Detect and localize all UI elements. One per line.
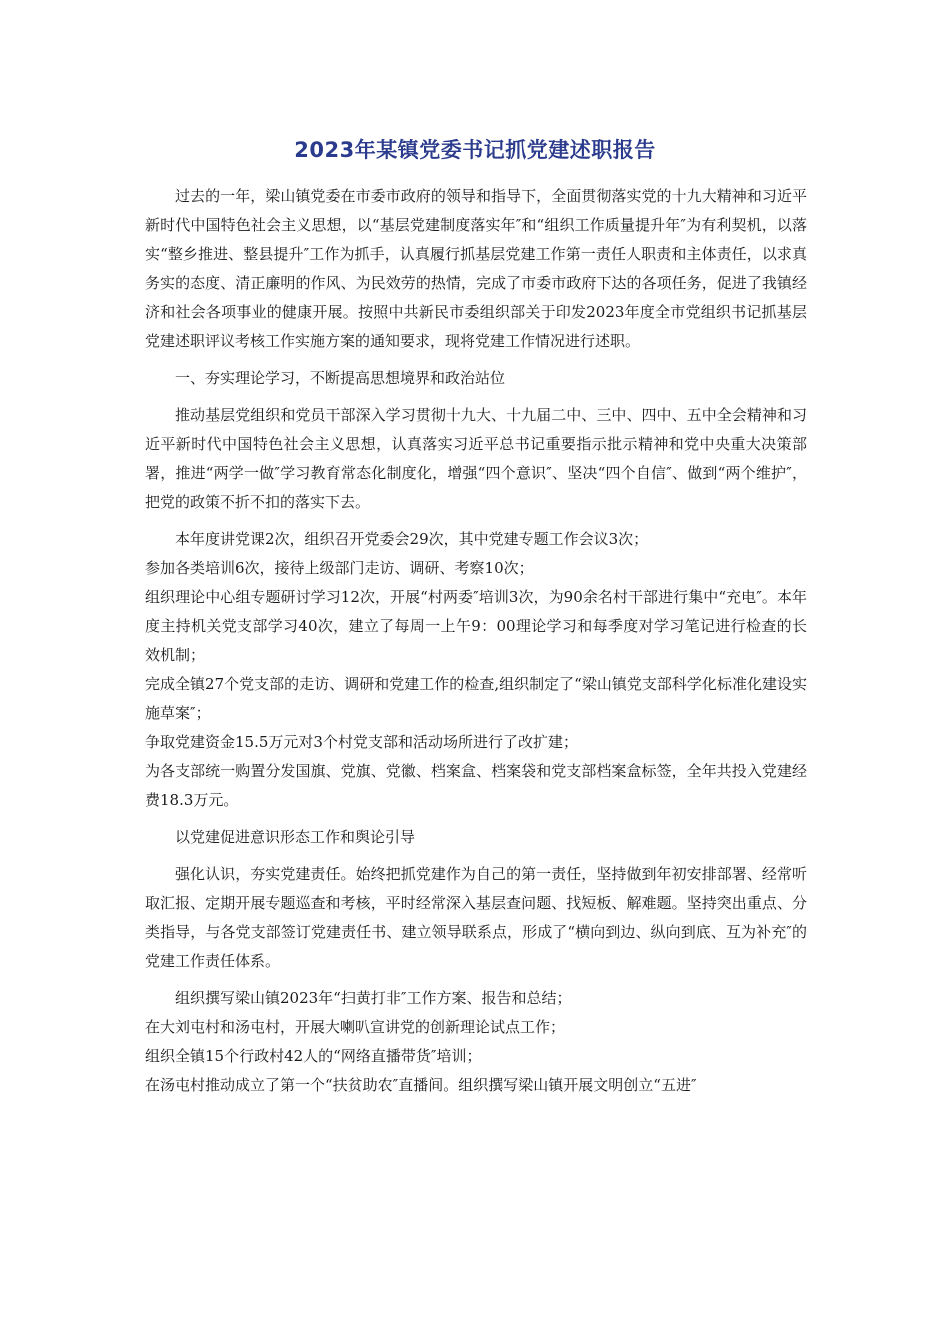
list-item: 组织理论中心组专题研讨学习12次，开展“村两委″培训3次，为90余名村干部进行集中“充电″。本年度主持机关党支部学习40次，建立了每周一上午9：00理论学习和每季度对学习笔记进行检查的长效机制；	[145, 588, 807, 664]
section-heading-2: 以党建促进意识形态工作和舆论引导	[175, 828, 416, 846]
list-item: 本年度讲党课2次，组织召开党委会29次，其中党建专题工作会议3次；	[175, 530, 649, 548]
list-item: 完成全镇27个党支部的走访、调研和党建工作的检查,组织制定了“梁山镇党支部科学化标准化建设实施草案″；	[145, 675, 807, 722]
section1-list	[145, 525, 807, 815]
list-item: 为各支部统一购置分发国旗、党旗、党徽、档案盒、档案袋和党支部档案盒标签，全年共投入党建经费18.3万元。	[145, 762, 807, 809]
section-heading-1: 一、夯实理论学习，不断提高思想境界和政治站位	[175, 369, 506, 387]
list-item: 组织撰写梁山镇2023年“扫黄打非″工作方案、报告和总结；	[175, 989, 572, 1007]
section2-list	[145, 984, 807, 1100]
list-item: 参加各类培训6次，接待上级部门走访、调研、考察10次；	[145, 559, 534, 577]
list-item: 组织全镇15个行政村42人的“网络直播带货″培训；	[145, 1047, 482, 1065]
intro-paragraph: 过去的一年，梁山镇党委在市委市政府的领导和指导下，全面贯彻落实党的十九大精神和习近平新时代中国特色社会主义思想，以“基层党建制度落实年″和“组织工作质量提升年″为有利契机，以落实“整乡推进、整县提升″工作为抓手，认真履行抓基层党建工作第一责任人职责和主体责任，以求真务实的态度、清正廉明的作风、为民效劳的热情，完成了市委市政府下达的各项任务，促进了我镇经济和社会各项事业的健康开展。按照中共新民市委组织部关于印发2023年度全市党组织书记抓基层党建述职评议考核工作实施方案的通知要求，现将党建工作情况进行述职。	[145, 187, 807, 350]
list-item: 在大刘屯村和汤屯村，开展大喇叭宣讲党的创新理论试点工作；	[145, 1018, 566, 1036]
list-item: 争取党建资金15.5万元对3个村党支部和活动场所进行了改扩建；	[145, 733, 578, 751]
document-title: 2023年某镇党委书记抓党建述职报告	[294, 138, 656, 162]
section2-paragraph: 强化认识，夯实党建责任。始终把抓党建作为自己的第一责任，坚持做到年初安排部署、经常听取汇报、定期开展专题巡查和考核，平时经常深入基层查问题、找短板、解难题。坚持突出重点、分类指导，与各党支部签订党建责任书、建立领导联系点，形成了“横向到边、纵向到底、互为补充″的党建工作责任体系。	[145, 865, 807, 970]
list-item: 在汤屯村推动成立了第一个“扶贫助农″直播间。组织撰写梁山镇开展文明创立“五进″	[145, 1076, 697, 1094]
document-body	[145, 182, 807, 1108]
section1-paragraph: 推动基层党组织和党员干部深入学习贯彻十九大、十九届二中、三中、四中、五中全会精神和习近平新时代中国特色社会主义思想，认真落实习近平总书记重要指示批示精神和党中央重大决策部署，推进“两学一做″学习教育常态化制度化，增强“四个意识″、坚决“四个自信″、做到“两个维护″，把党的政策不折不扣的落实下去。	[145, 406, 807, 511]
